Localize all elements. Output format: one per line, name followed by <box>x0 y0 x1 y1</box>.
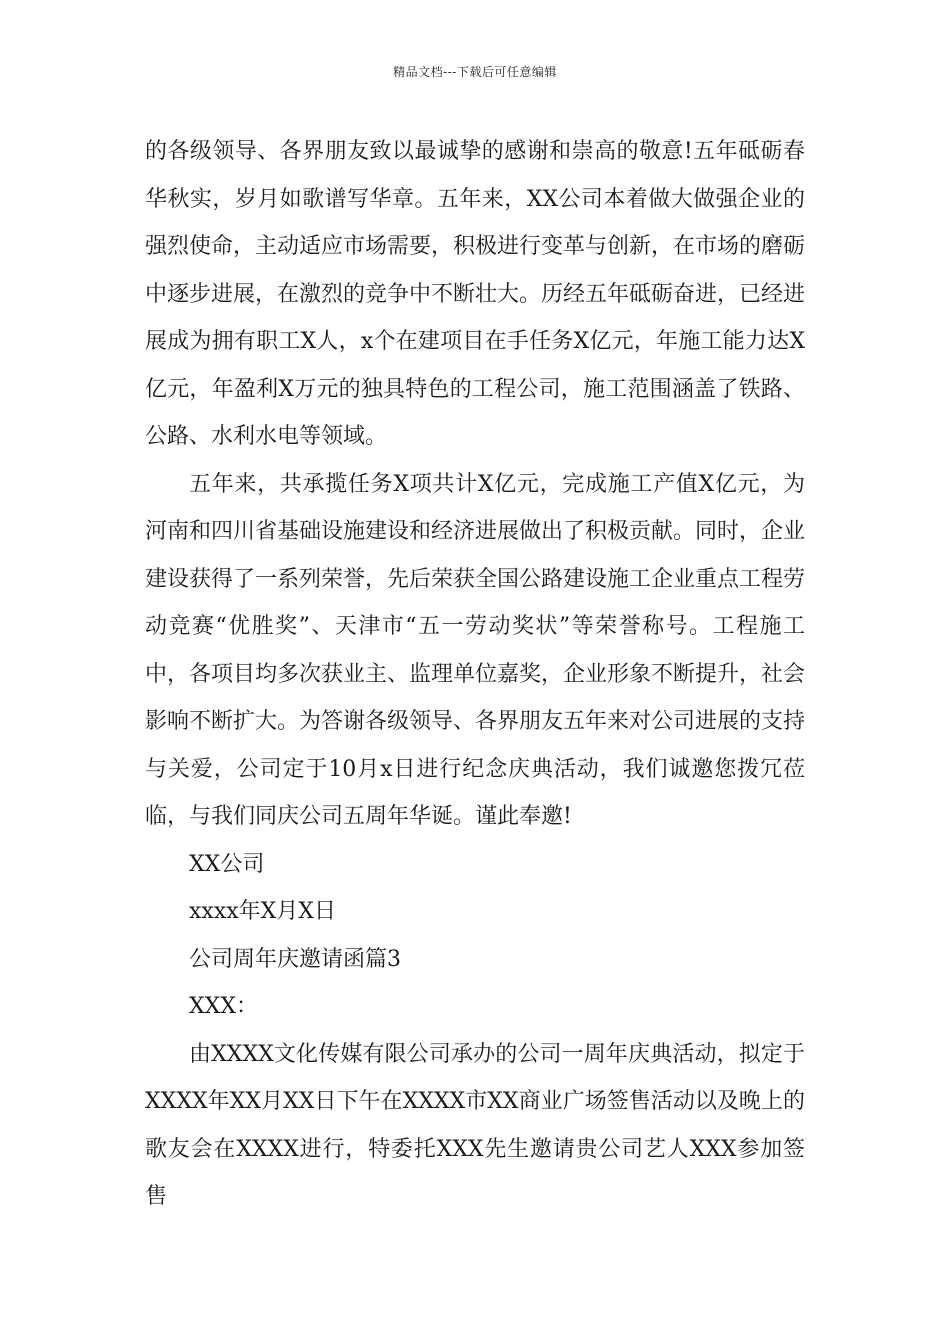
signature-company: XX公司 <box>189 851 265 877</box>
salutation: XXX： <box>189 994 258 1019</box>
paragraph-intro-continuation: 的各级领导、各界朋友致以最诚挚的感谢和崇高的敬意!五年砥砺春华秋实，岁月如歌谱写华章。五年来，XX公司本着做大做强企业的强烈使命，主动适应市场需要，积极进行变革与创新，在市场的磨砺中逐步进展，在激烈的竞争中不断壮大。历经五年砥砺奋进，已经进展成为拥有职工X人，x个在建项目在手任务X亿元，年施工能力达X亿元，年盈利X万元的独具特色的工程公司，施工范围涵盖了铁路、公路、水利水电等领域。 <box>145 139 806 449</box>
section-title: 公司周年庆邀请函篇3 <box>189 946 401 972</box>
paragraph-invitation: 由XXXX文化传媒有限公司承办的公司一周年庆典活动，拟定于XXXX年XX月XX日下午在XXXX市XX商业广场签售活动以及晚上的歌友会在XXXX进行，特委托XXX先生邀请贵公司艺人XXX参加签售 <box>145 1041 805 1209</box>
page-header: 精品文档---下载后可任意编辑 <box>393 65 557 79</box>
signature-date: xxxx年X月X日 <box>189 899 336 924</box>
paragraph-achievements: 五年来，共承揽任务X项共计X亿元，完成施工产值X亿元，为河南和四川省基础设施建设和经济进展做出了积极贡献。同时，企业建设获得了一系列荣誉，先后荣获全国公路建设施工企业重点工程劳动竞赛“优胜奖”、天津市“五一劳动奖状”等荣誉称号。工程施工中，各项目均多次获业主、监理单位嘉奖，企业形象不断提升，社会影响不断扩大。为答谢各级领导、各界朋友五年来对公司进展的支持与关爱，公司定于10月x日进行纪念庆典活动，我们诚邀您拨冗莅临，与我们同庆公司五周年华诞。谨此奉邀! <box>145 471 806 829</box>
document-body <box>145 128 805 1221</box>
